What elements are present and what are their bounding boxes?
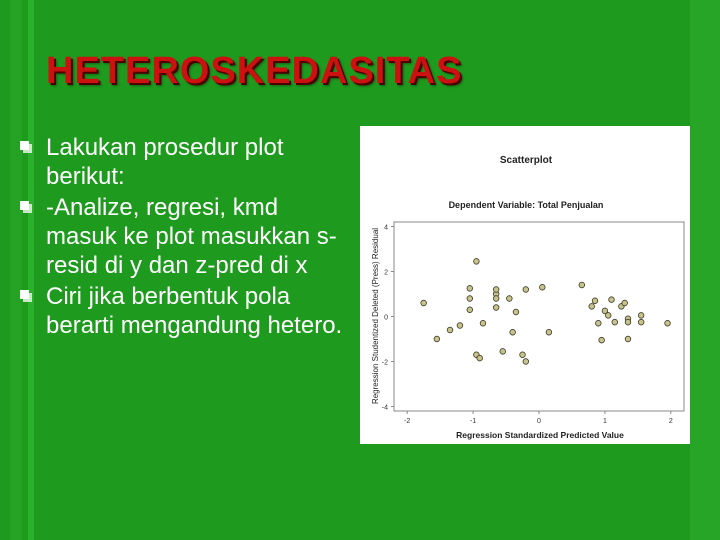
scatter-point: [589, 304, 595, 310]
y-tick-label: -2: [381, 359, 388, 367]
scatter-point: [596, 320, 602, 326]
y-axis: [382, 225, 394, 412]
scatter-point: [665, 320, 671, 326]
scatter-point: [605, 313, 611, 319]
bullet-text: -Analize, regresi, kmd masuk ke plot masukkan s-resid di y dan z-pred di x: [46, 194, 337, 279]
scatter-point: [638, 319, 644, 325]
square-bullet-icon: [20, 290, 32, 302]
square-bullet-icon: [20, 201, 32, 213]
bullet-text: Lakukan prosedur plot berikut:: [46, 134, 284, 190]
scatter-point: [477, 355, 483, 361]
scatterplot-image: [360, 126, 690, 444]
scatter-point: [467, 296, 473, 302]
scatter-point: [523, 359, 529, 365]
y-axis-label: Regression Studentized Deleted (Press) Residual: [371, 227, 380, 405]
x-tick-label: 0: [537, 418, 541, 425]
scatter-point: [609, 297, 615, 303]
scatter-point: [546, 329, 552, 335]
x-axis: [404, 411, 673, 425]
scatter-point: [510, 329, 516, 335]
scatter-point: [579, 282, 585, 288]
y-tick-label: -4: [381, 404, 388, 412]
scatter-point: [467, 286, 473, 292]
scatterplot-chart: [360, 126, 690, 444]
scatter-point: [480, 320, 486, 326]
scatter-point: [592, 298, 598, 304]
chart-subtitle: Dependent Variable: Total Penjualan: [448, 200, 604, 210]
bullet-list: [18, 133, 348, 342]
y-tick-label: 2: [384, 269, 388, 277]
x-tick-label: -2: [404, 418, 411, 425]
scatter-point: [513, 309, 519, 315]
scatter-point: [520, 352, 526, 358]
square-bullet-icon: [20, 141, 32, 153]
background-stripe: [690, 0, 720, 540]
scatter-point: [474, 259, 480, 265]
scatter-point: [457, 323, 463, 329]
scatter-point: [625, 336, 631, 342]
scatter-point: [622, 300, 628, 306]
scatter-point: [638, 313, 644, 319]
x-tick-label: 1: [602, 418, 607, 425]
y-tick-label: 4: [384, 224, 388, 232]
x-tick-label: 2: [668, 418, 673, 425]
scatter-point: [523, 287, 529, 293]
scatter-point: [612, 319, 618, 325]
bullet-item: [18, 133, 348, 191]
bullet-item: [18, 193, 348, 280]
scatter-point: [493, 296, 499, 302]
slide-title: HETEROSKEDASITAS: [46, 50, 463, 92]
bullet-text: Ciri jika berbentuk pola berarti mengandung hetero.: [46, 283, 343, 339]
scatter-point: [539, 284, 545, 290]
scatter-point: [599, 337, 605, 343]
scatter-point: [434, 336, 440, 342]
scatter-point: [500, 349, 506, 355]
scatter-point: [507, 296, 513, 302]
chart-title: Scatterplot: [499, 155, 553, 166]
scatter-point: [625, 319, 631, 325]
scatter-point: [447, 327, 453, 333]
x-tick-label: -1: [469, 418, 477, 425]
bullet-item: [18, 282, 348, 340]
scatter-point: [493, 305, 499, 311]
x-axis-label: Regression Standardized Predicted Value: [456, 430, 624, 440]
scatter-point: [467, 307, 473, 313]
y-tick-label: 0: [384, 314, 388, 322]
scatter-point: [421, 300, 427, 306]
scatter-point: [493, 287, 499, 293]
